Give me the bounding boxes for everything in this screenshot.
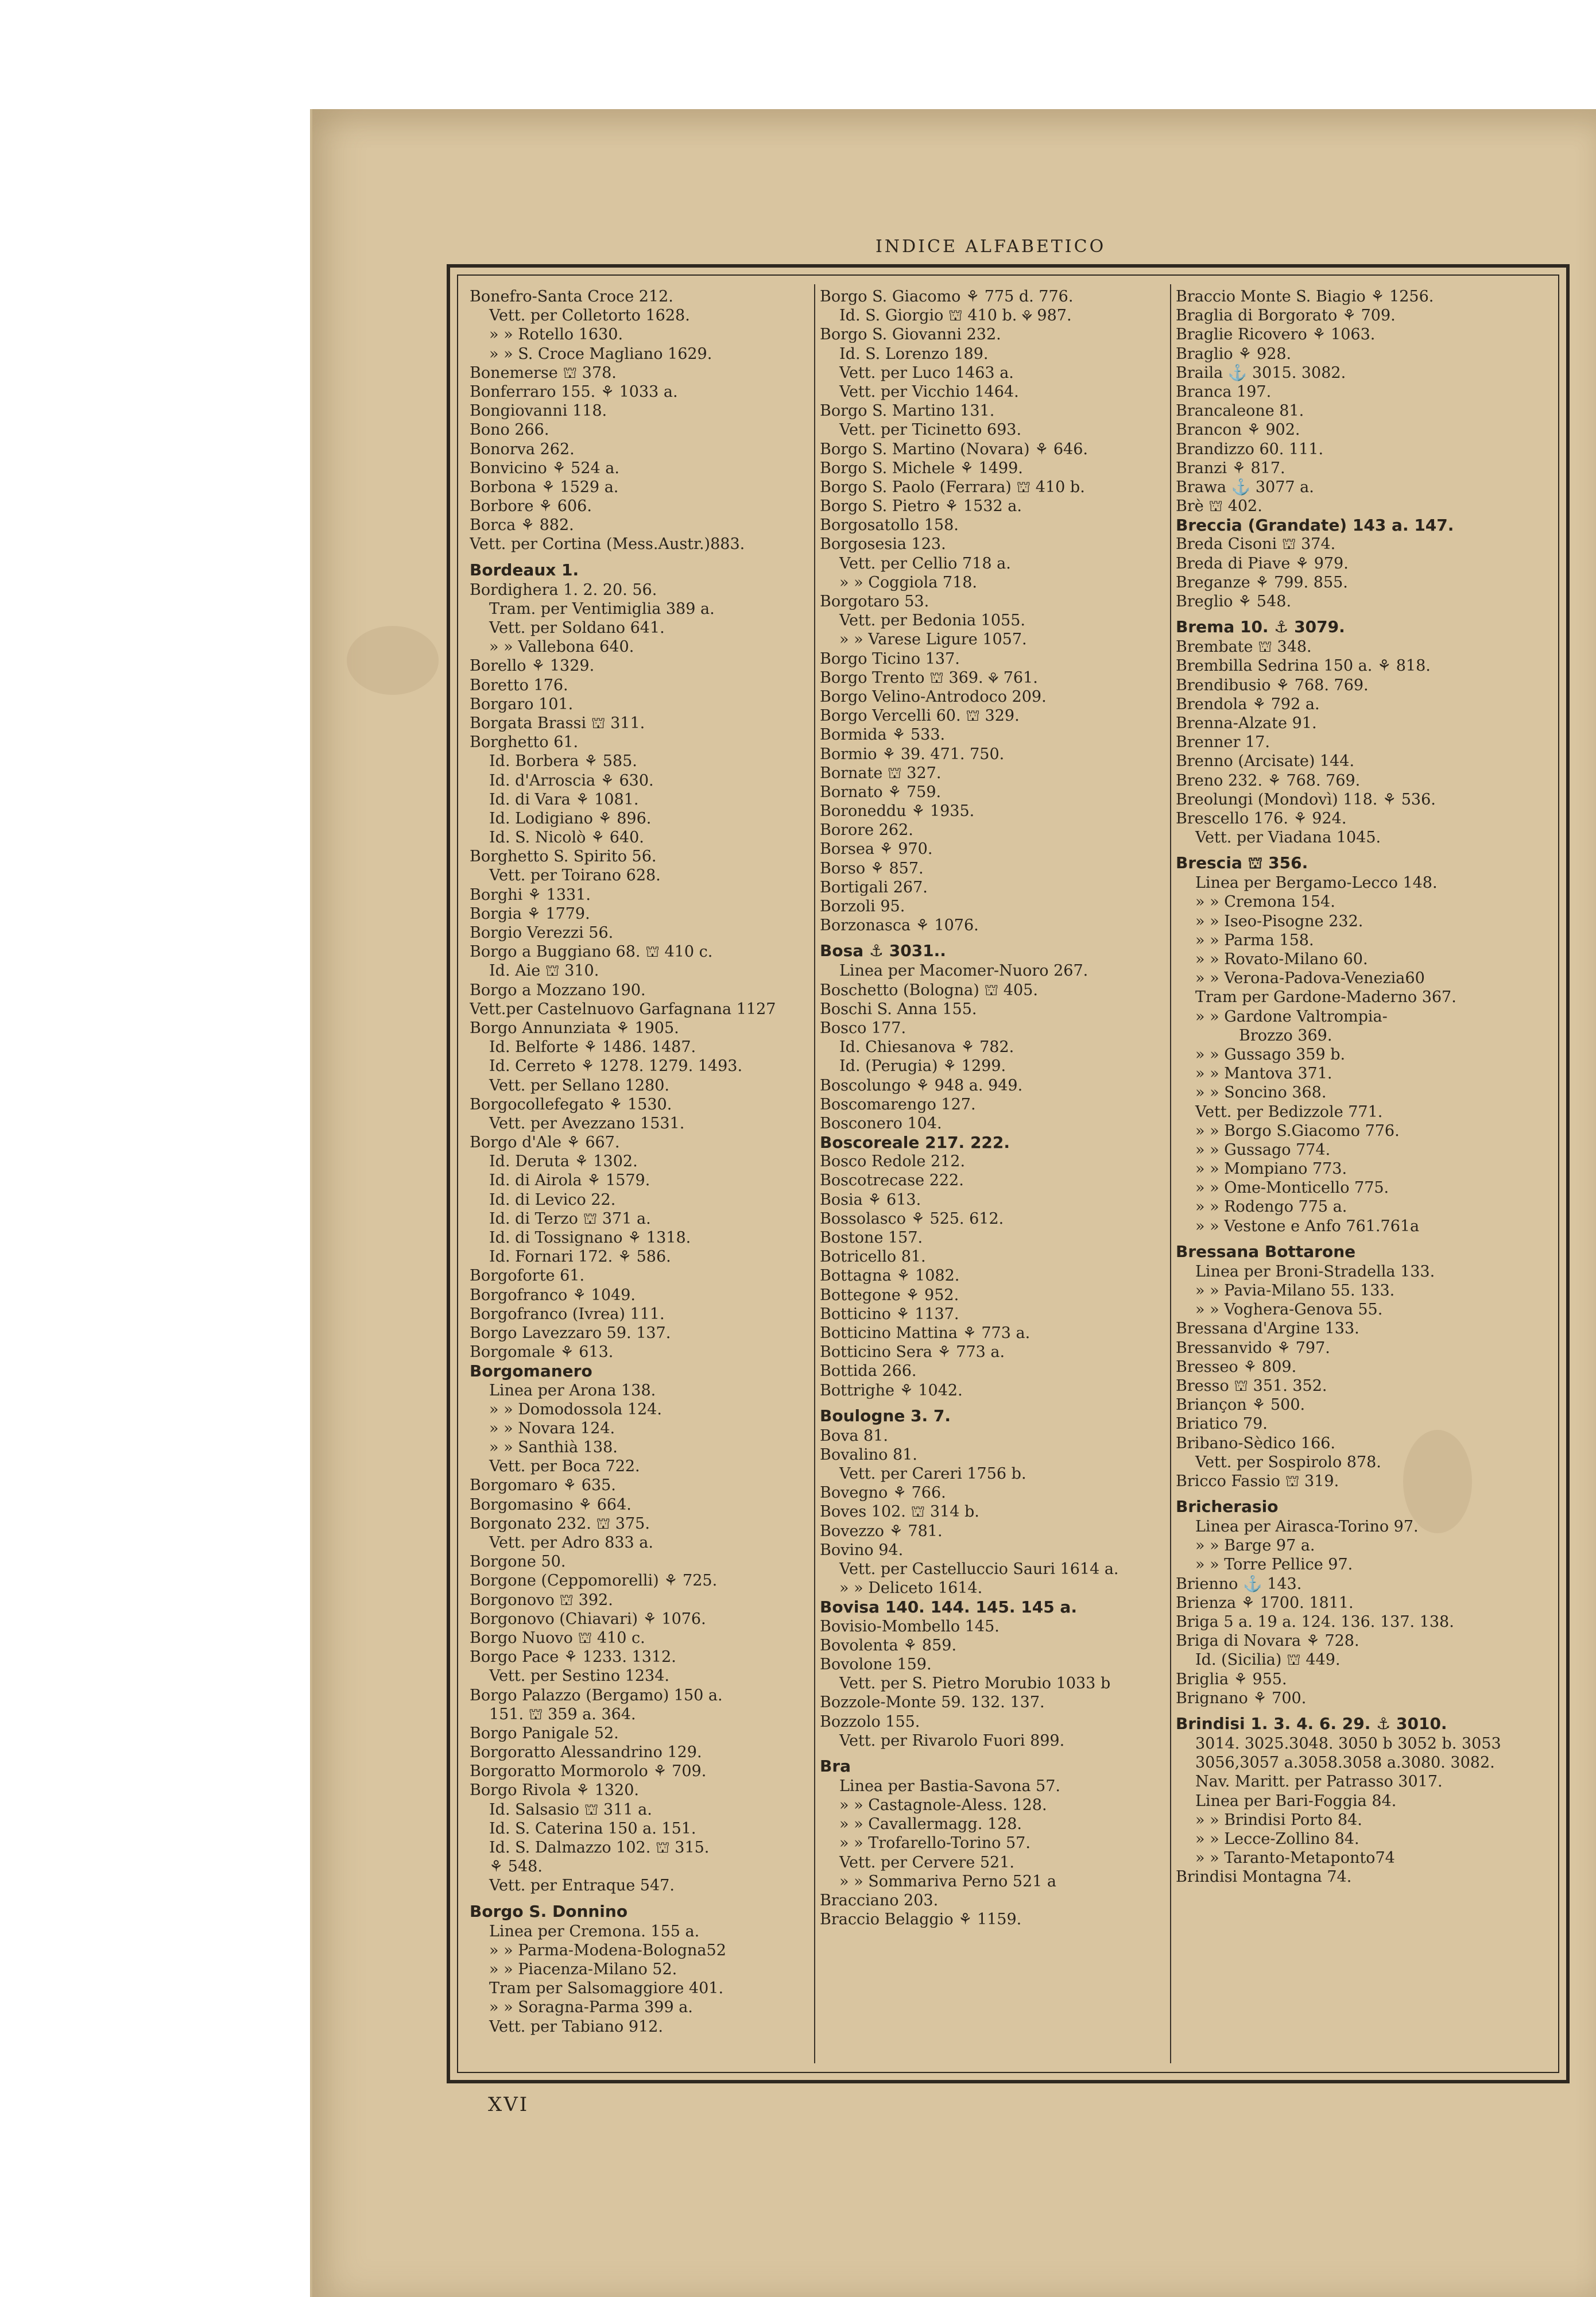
index-entry: » » Parma-Modena-Bologna52: [489, 1941, 726, 1959]
index-column-2: [820, 287, 1164, 2067]
index-entry: Botricello 81.: [820, 1248, 926, 1266]
index-entry: Id. Belforte ⚘ 1486. 1487.: [489, 1038, 696, 1057]
index-entry: » » Soncino 368.: [1195, 1084, 1327, 1102]
index-entry: Vett. per Toirano 628.: [489, 867, 661, 885]
index-entry: Brandizzo 60. 111.: [1176, 440, 1324, 458]
paper-stain: [347, 626, 439, 695]
index-entry: Linea per Broni-Stradella 133.: [1195, 1262, 1435, 1281]
index-entry: Briançon ⚘ 500.: [1176, 1396, 1306, 1414]
page-title: INDICE ALFABETICO: [876, 237, 1106, 257]
index-entry: » » Taranto-Metaponto74: [1195, 1849, 1395, 1867]
index-entry: Borgo Lavezzaro 59. 137.: [470, 1324, 671, 1342]
index-entry: Vett. per Colletorto 1628.: [489, 307, 690, 325]
index-entry: Id. Borbera ⚘ 585.: [489, 752, 637, 771]
index-heading: Bricherasio: [1176, 1497, 1279, 1517]
index-entry: » » Torre Pellice 97.: [1195, 1556, 1353, 1574]
index-entry: Borgo Trento ⛫ 369. ⚘ 761.: [820, 668, 1038, 687]
index-entry: Bresso ⛫ 351. 352.: [1176, 1376, 1327, 1395]
index-entry: Bovolenta ⚘ 859.: [820, 1636, 957, 1654]
index-entry: » » Castagnole-Aless. 128.: [839, 1796, 1047, 1815]
index-entry: Braglie Ricovero ⚘ 1063.: [1176, 326, 1376, 344]
index-entry: Borso ⚘ 857.: [820, 859, 924, 877]
index-heading: Brema 10. ⚓ 3079.: [1176, 617, 1345, 637]
index-entry: 3056,3057 a.3058.3058 a.3080. 3082.: [1195, 1754, 1495, 1772]
column-rule: [1170, 284, 1171, 2063]
index-entry: Borgo Ticino 137.: [820, 649, 960, 668]
index-entry: » » Ome-Monticello 775.: [1195, 1179, 1389, 1197]
index-entry: Bornate ⛫ 327.: [820, 764, 942, 782]
index-entry: Vett. per Sestino 1234.: [489, 1667, 669, 1685]
index-heading: Borgomanero: [470, 1362, 592, 1381]
index-entry: Vett. per Avezzano 1531.: [489, 1114, 685, 1132]
index-entry: 3014. 3025.3048. 3050 b 3052 b. 3053: [1195, 1734, 1501, 1753]
index-entry: Borghi ⚘ 1331.: [470, 885, 591, 904]
index-entry: Bormida ⚘ 533.: [820, 726, 946, 744]
index-entry: Boscolungo ⚘ 948 a. 949.: [820, 1076, 1023, 1095]
index-entry: Vett. per Sellano 1280.: [489, 1076, 669, 1095]
index-entry: Breno 232. ⚘ 768. 769.: [1176, 771, 1361, 790]
index-entry: Id. S. Lorenzo 189.: [839, 345, 989, 363]
index-entry: Vett. per Cervere 521.: [839, 1853, 1014, 1871]
index-entry: Braglio ⚘ 928.: [1176, 345, 1292, 363]
index-entry: Borgotaro 53.: [820, 593, 929, 610]
index-entry: Id. Cerreto ⚘ 1278. 1279. 1493.: [489, 1057, 743, 1076]
page-number: XVI: [488, 2093, 529, 2116]
index-entry: Bova 81.: [820, 1426, 888, 1445]
index-entry: Id. di Terzo ⛫ 371 a.: [489, 1209, 651, 1228]
index-entry: Linea per Macomer-Nuoro 267.: [839, 962, 1088, 980]
index-entry: Bovino 94.: [820, 1541, 904, 1559]
index-entry: Borgoratto Alessandrino 129.: [470, 1743, 702, 1762]
index-entry: Borgo Annunziata ⚘ 1905.: [470, 1019, 679, 1037]
index-entry: Id. Deruta ⚘ 1302.: [489, 1153, 638, 1171]
index-entry: 151. ⛫ 359 a. 364.: [489, 1705, 636, 1723]
index-entry: » » Pavia-Milano 55. 133.: [1195, 1282, 1395, 1300]
index-entry: Id. Aie ⛫ 310.: [489, 962, 599, 980]
index-entry: » » Gussago 774.: [1195, 1140, 1331, 1159]
index-entry: Borgio Verezzi 56.: [470, 924, 614, 942]
index-entry: Bracciano 203.: [820, 1892, 939, 1909]
index-entry: Bressanvido ⚘ 797.: [1176, 1339, 1330, 1357]
index-entry: Borgo a Buggiano 68. ⛫ 410 c.: [470, 943, 713, 961]
index-heading: Bosa ⚓ 3031..: [820, 941, 946, 961]
column-rule: [814, 284, 815, 2063]
index-entry: Brendibusio ⚘ 768. 769.: [1176, 676, 1369, 694]
index-entry: » » Deliceto 1614.: [839, 1579, 983, 1598]
index-entry: Brè ⛫ 402.: [1176, 497, 1262, 516]
index-entry: Vett. per Ticinetto 693.: [839, 421, 1022, 439]
index-heading: Boscoreale 217. 222.: [820, 1133, 1010, 1153]
index-entry: Bottagna ⚘ 1082.: [820, 1267, 960, 1285]
index-entry: Bortigali 267.: [820, 878, 928, 896]
index-entry: Borgonovo ⛫ 392.: [470, 1591, 613, 1609]
index-entry: Briga di Novara ⚘ 728.: [1176, 1632, 1359, 1650]
index-heading: Bovisa 140. 144. 145. 145 a.: [820, 1598, 1077, 1617]
index-entry: Bongiovanni 118.: [470, 402, 607, 420]
index-entry: Botticino Mattina ⚘ 773 a.: [820, 1324, 1031, 1342]
index-entry: Vett.per Castelnuovo Garfagnana 1127: [470, 1000, 776, 1018]
index-entry: » » S. Croce Magliano 1629.: [489, 345, 712, 363]
index-entry: Brozzo 369.: [1239, 1026, 1332, 1045]
index-entry: Vett. per Bedonia 1055.: [839, 612, 1025, 630]
index-entry: Borgo S. Paolo (Ferrara) ⛫ 410 b.: [820, 478, 1085, 496]
index-column-3: [1176, 287, 1543, 2067]
index-entry: Vett. per Boca 722.: [489, 1457, 640, 1476]
index-entry: Borgofranco (Ivrea) 111.: [470, 1305, 665, 1323]
index-entry: Id. di Airola ⚘ 1579.: [489, 1171, 650, 1190]
index-entry: Braglia di Borgorato ⚘ 709.: [1176, 307, 1396, 325]
index-entry: Boschetto (Bologna) ⛫ 405.: [820, 981, 1038, 999]
index-entry: Bosco 177.: [820, 1019, 907, 1037]
index-entry: » » Trofarello-Torino 57.: [839, 1834, 1031, 1853]
index-entry: Briatico 79.: [1176, 1415, 1268, 1433]
index-entry: Borgone 50.: [470, 1553, 566, 1571]
index-entry: Borello ⚘ 1329.: [470, 657, 595, 675]
index-entry: Bozzolo 155.: [820, 1712, 920, 1731]
index-heading: Breccia (Grandate) 143 a. 147.: [1176, 516, 1454, 535]
index-entry: Borgoforte 61.: [470, 1267, 585, 1285]
index-entry: Bordighera 1. 2. 20. 56.: [470, 581, 657, 599]
index-entry: Vett. per Adro 833 a.: [489, 1534, 653, 1552]
index-entry: Boscotrecase 222.: [820, 1171, 964, 1190]
index-entry: » » Soragna-Parma 399 a.: [489, 1998, 693, 2017]
index-entry: Borgosesia 123.: [820, 535, 946, 554]
index-entry: » » Iseo-Pisogne 232.: [1195, 912, 1363, 930]
index-heading: Bressana Bottarone: [1176, 1242, 1356, 1261]
index-entry: Borgo S. Pietro ⚘ 1532 a.: [820, 497, 1022, 516]
index-entry: Bormio ⚘ 39. 471. 750.: [820, 745, 1005, 763]
index-entry: Vett. per Sospirolo 878.: [1195, 1453, 1381, 1471]
index-entry: Brembilla Sedrina 150 a. ⚘ 818.: [1176, 657, 1431, 675]
index-entry: Bonorva 262.: [470, 440, 575, 458]
index-entry: Vett. per Bedizzole 771.: [1195, 1103, 1383, 1121]
index-entry: Id. di Levico 22.: [489, 1190, 616, 1209]
index-entry: Borore 262.: [820, 821, 913, 840]
index-entry: Borgocollefegato ⚘ 1530.: [470, 1095, 672, 1113]
index-entry: Bosia ⚘ 613.: [820, 1190, 921, 1209]
index-entry: Bricco Fassio ⛫ 319.: [1176, 1472, 1339, 1490]
index-entry: Bottida 266.: [820, 1362, 917, 1380]
index-entry: Id. S. Nicolò ⚘ 640.: [489, 829, 644, 847]
index-entry: Bovisio-Mombello 145.: [820, 1617, 1000, 1635]
index-entry: Brignano ⚘ 700.: [1176, 1689, 1307, 1707]
index-entry: » » Vallebona 640.: [489, 638, 634, 656]
index-entry: Borgo d'Ale ⚘ 667.: [470, 1134, 620, 1152]
index-entry: Bonvicino ⚘ 524 a.: [470, 459, 619, 477]
index-entry: Vett. per Vicchio 1464.: [839, 382, 1019, 401]
index-entry: Borgo Palazzo (Bergamo) 150 a.: [470, 1686, 723, 1704]
index-entry: Vett. per Cellio 718 a.: [839, 554, 1011, 573]
index-entry: Brenner 17.: [1176, 733, 1270, 752]
index-entry: Borghetto 61.: [470, 733, 579, 752]
index-entry: » » Mantova 371.: [1195, 1065, 1332, 1083]
index-entry: Borgo Panigale 52.: [470, 1724, 619, 1742]
index-entry: Borgia ⚘ 1779.: [470, 904, 590, 923]
index-entry: Bovegno ⚘ 766.: [820, 1484, 946, 1502]
index-entry: » » Cavallermagg. 128.: [839, 1815, 1022, 1834]
index-entry: » » Brindisi Porto 84.: [1195, 1811, 1362, 1829]
index-entry: Breda Cisoni ⛫ 374.: [1176, 535, 1336, 554]
index-entry: » » Borgo S.Giacomo 776.: [1195, 1122, 1400, 1140]
index-entry: Id. Lodigiano ⚘ 896.: [489, 809, 652, 827]
index-entry: Id. (Perugia) ⚘ 1299.: [839, 1057, 1006, 1076]
index-entry: Boschi S. Anna 155.: [820, 1000, 977, 1018]
index-entry: » » Varese Ligure 1057.: [839, 631, 1027, 649]
index-entry: Brienno ⚓ 143.: [1176, 1575, 1302, 1593]
index-entry: » » Rotello 1630.: [489, 326, 623, 344]
index-entry: Id. Fornari 172. ⚘ 586.: [489, 1248, 671, 1266]
index-entry: Bossolasco ⚘ 525. 612.: [820, 1209, 1004, 1228]
index-entry: Bottrighe ⚘ 1042.: [820, 1381, 963, 1399]
index-entry: Bosco Redole 212.: [820, 1153, 966, 1171]
index-heading: Bordeaux 1.: [470, 560, 579, 579]
index-heading: Brescia ⛫ 356.: [1176, 853, 1308, 873]
index-column-1: [470, 287, 803, 2067]
index-entry: Id. S. Caterina 150 a. 151.: [489, 1819, 696, 1838]
index-entry: Borgone (Ceppomorelli) ⚘ 725.: [470, 1572, 718, 1590]
index-entry: Brenno (Arcisate) 144.: [1176, 752, 1355, 771]
index-entry: Nav. Maritt. per Patrasso 3017.: [1195, 1773, 1443, 1791]
index-entry: Linea per Arona 138.: [489, 1381, 656, 1399]
index-entry: Bovalino 81.: [820, 1445, 917, 1464]
index-entry: Id. Salsasio ⛫ 311 a.: [489, 1800, 652, 1819]
index-entry: Borgomasino ⚘ 664.: [470, 1495, 632, 1514]
index-entry: Borgo Rivola ⚘ 1320.: [470, 1781, 639, 1800]
index-entry: Borgo S. Martino (Novara) ⚘ 646.: [820, 440, 1088, 458]
index-entry: Borgo Vercelli 60. ⛫ 329.: [820, 707, 1020, 725]
index-entry: Bovezzo ⚘ 781.: [820, 1522, 943, 1540]
index-entry: Bribano-Sèdico 166.: [1176, 1434, 1336, 1452]
index-entry: » » Verona-Padova-Venezia60: [1195, 969, 1425, 988]
index-entry: Bonefro-Santa Croce 212.: [470, 288, 673, 306]
index-entry: Breganze ⚘ 799. 855.: [1176, 573, 1348, 591]
index-entry: » » Piacenza-Milano 52.: [489, 1960, 677, 1978]
index-entry: Borgo S. Giacomo ⚘ 775 d. 776.: [820, 288, 1074, 306]
index-entry: Vett. per Careri 1756 b.: [839, 1465, 1026, 1483]
index-entry: Borbona ⚘ 1529 a.: [470, 478, 619, 496]
index-entry: Brancaleone 81.: [1176, 402, 1304, 420]
index-entry: Borgoratto Mormorolo ⚘ 709.: [470, 1762, 707, 1781]
index-entry: Brescello 176. ⚘ 924.: [1176, 809, 1347, 827]
index-entry: Braccio Belaggio ⚘ 1159.: [820, 1911, 1022, 1929]
index-entry: Boscomarengo 127.: [820, 1095, 976, 1113]
index-entry: » » Domodossola 124.: [489, 1400, 662, 1418]
index-entry: Vett. per Viadana 1045.: [1195, 829, 1381, 847]
index-entry: Bono 266.: [470, 421, 549, 439]
index-entry: Braila ⚓ 3015. 3082.: [1176, 364, 1346, 382]
index-entry: » » Parma 158.: [1195, 931, 1314, 949]
index-entry: » » Santhià 138.: [489, 1438, 618, 1457]
index-entry: Briglia ⚘ 955.: [1176, 1670, 1287, 1688]
index-entry: » » Mompiano 773.: [1195, 1160, 1347, 1178]
index-entry: Bosconero 104.: [820, 1114, 942, 1132]
index-entry: Bonemerse ⛫ 378.: [470, 364, 617, 382]
index-entry: Breolungi (Mondovì) 118. ⚘ 536.: [1176, 790, 1436, 809]
index-entry: Bonferraro 155. ⚘ 1033 a.: [470, 382, 678, 401]
index-entry: » » Cremona 154.: [1195, 893, 1335, 911]
index-entry: Briga 5 a. 19 a. 124. 136. 137. 138.: [1176, 1613, 1454, 1631]
index-entry: Linea per Airasca-Torino 97.: [1195, 1518, 1419, 1536]
index-entry: Tram per Gardone-Maderno 367.: [1195, 988, 1456, 1007]
index-entry: Bressana d'Argine 133.: [1176, 1320, 1359, 1338]
index-entry: Borgo Pace ⚘ 1233. 1312.: [470, 1648, 676, 1666]
index-entry: Id. d'Arroscia ⚘ 630.: [489, 771, 654, 790]
index-entry: Brindisi Montagna 74.: [1176, 1868, 1352, 1886]
index-entry: Vett. per Luco 1463 a.: [839, 364, 1014, 382]
index-entry: Linea per Bari-Foggia 84.: [1195, 1792, 1397, 1810]
index-entry: Borzoli 95.: [820, 898, 905, 915]
index-entry: Bottegone ⚘ 952.: [820, 1286, 959, 1304]
index-entry: Borgonato 232. ⛫ 375.: [470, 1514, 650, 1533]
index-entry: Vett. per Entraque 547.: [489, 1877, 675, 1895]
index-entry: Boroneddu ⚘ 1935.: [820, 802, 975, 821]
index-entry: Id. S. Dalmazzo 102. ⛫ 315.: [489, 1839, 710, 1857]
index-entry: Bozzole-Monte 59. 132. 137.: [820, 1693, 1045, 1712]
index-entry: Brembate ⛫ 348.: [1176, 638, 1312, 656]
index-entry: Branzi ⚘ 817.: [1176, 459, 1285, 477]
index-entry: Vett. per Rivarolo Fuori 899.: [839, 1731, 1065, 1750]
index-entry: Linea per Cremona. 155 a.: [489, 1922, 700, 1940]
index-entry: Bovolone 159.: [820, 1655, 932, 1673]
index-entry: Breglio ⚘ 548.: [1176, 593, 1292, 610]
index-entry: Bostone 157.: [820, 1229, 923, 1247]
index-entry: Borgomaro ⚘ 635.: [470, 1476, 616, 1495]
index-entry: Vett. per Cortina (Mess.Austr.)883.: [470, 535, 745, 554]
index-entry: Brenna-Alzate 91.: [1176, 714, 1317, 732]
index-entry: Brancon ⚘ 902.: [1176, 421, 1300, 439]
index-entry: Borghetto S. Spirito 56.: [470, 848, 657, 866]
index-entry: ⚘ 548.: [489, 1858, 543, 1876]
index-entry: Borsea ⚘ 970.: [820, 840, 933, 859]
index-entry: Bornato ⚘ 759.: [820, 783, 942, 801]
index-entry: Boves 102. ⛫ 314 b.: [820, 1503, 979, 1521]
index-entry: Borgo Velino-Antrodoco 209.: [820, 687, 1047, 706]
index-entry: Boretto 176.: [470, 676, 568, 694]
index-entry: Borgo Nuovo ⛫ 410 c.: [470, 1629, 645, 1647]
index-entry: Borgo a Mozzano 190.: [470, 981, 646, 999]
index-entry: Borgaro 101.: [470, 695, 574, 713]
index-entry: Bresseo ⚘ 809.: [1176, 1358, 1297, 1376]
index-entry: Id. Chiesanova ⚘ 782.: [839, 1038, 1014, 1057]
index-entry: Tram per Salsomaggiore 401.: [489, 1979, 724, 1998]
index-entry: Linea per Bastia-Savona 57.: [839, 1777, 1060, 1795]
index-entry: Id. S. Giorgio ⛫ 410 b. ⚘ 987.: [839, 307, 1072, 325]
index-entry: Brendola ⚘ 792 a.: [1176, 695, 1320, 713]
index-entry: Borgosatollo 158.: [820, 516, 959, 535]
index-entry: Brawa ⚓ 3077 a.: [1176, 478, 1314, 496]
index-entry: Brienza ⚘ 1700. 1811.: [1176, 1594, 1354, 1612]
index-entry: Botticino ⚘ 1137.: [820, 1305, 959, 1323]
index-entry: » » Rovato-Milano 60.: [1195, 950, 1368, 968]
index-entry: Tram. per Ventimiglia 389 a.: [489, 600, 715, 618]
index-entry: Borgata Brassi ⛫ 311.: [470, 714, 645, 732]
index-entry: Vett. per Soldano 641.: [489, 619, 665, 637]
index-entry: Borgo S. Michele ⚘ 1499.: [820, 459, 1023, 477]
index-entry: » » Gardone Valtrompia-: [1195, 1007, 1388, 1026]
index-entry: Borgofranco ⚘ 1049.: [470, 1286, 636, 1304]
index-entry: » » Coggiola 718.: [839, 573, 978, 591]
index-heading: Borgo S. Donnino: [470, 1901, 628, 1921]
index-entry: » » Lecce-Zollino 84.: [1195, 1830, 1359, 1848]
index-entry: Borbore ⚘ 606.: [470, 497, 592, 516]
index-entry: Vett. per Tabiano 912.: [489, 2017, 663, 2036]
index-heading: Boulogne 3. 7.: [820, 1406, 951, 1425]
index-entry: Id. di Tossignano ⚘ 1318.: [489, 1229, 691, 1247]
index-entry: » » Novara 124.: [489, 1419, 615, 1437]
index-entry: Braccio Monte S. Biagio ⚘ 1256.: [1176, 288, 1434, 306]
index-entry: Borzonasca ⚘ 1076.: [820, 917, 979, 935]
index-entry: » » Barge 97 a.: [1195, 1537, 1315, 1555]
index-entry: » » Vestone e Anfo 761.761a: [1195, 1217, 1420, 1235]
index-entry: Branca 197.: [1176, 382, 1272, 401]
index-entry: » » Rodengo 775 a.: [1195, 1198, 1347, 1216]
index-entry: » » Voghera-Genova 55.: [1195, 1301, 1383, 1319]
index-heading: Bra: [820, 1756, 851, 1776]
index-entry: Vett. per S. Pietro Morubio 1033 b: [839, 1675, 1111, 1693]
index-entry: Borgo S. Martino 131.: [820, 402, 995, 420]
index-entry: Id. (Sicilia) ⛫ 449.: [1195, 1651, 1341, 1669]
index-heading: Brindisi 1. 3. 4. 6. 29. ⚓ 3010.: [1176, 1714, 1447, 1733]
index-entry: Vett. per Castelluccio Sauri 1614 a.: [839, 1560, 1119, 1578]
index-entry: Breda di Piave ⚘ 979.: [1176, 554, 1349, 573]
index-entry: Borgo S. Giovanni 232.: [820, 326, 1001, 344]
index-entry: » » Sommariva Perno 521 a: [839, 1872, 1057, 1890]
index-entry: » » Gussago 359 b.: [1195, 1045, 1346, 1064]
index-entry: Borca ⚘ 882.: [470, 516, 574, 535]
index-entry: Id. di Vara ⚘ 1081.: [489, 790, 639, 809]
index-entry: Borgonovo (Chiavari) ⚘ 1076.: [470, 1610, 706, 1628]
index-entry: Linea per Bergamo-Lecco 148.: [1195, 874, 1438, 892]
index-entry: Botticino Sera ⚘ 773 a.: [820, 1343, 1005, 1362]
index-entry: Borgomale ⚘ 613.: [470, 1343, 614, 1362]
